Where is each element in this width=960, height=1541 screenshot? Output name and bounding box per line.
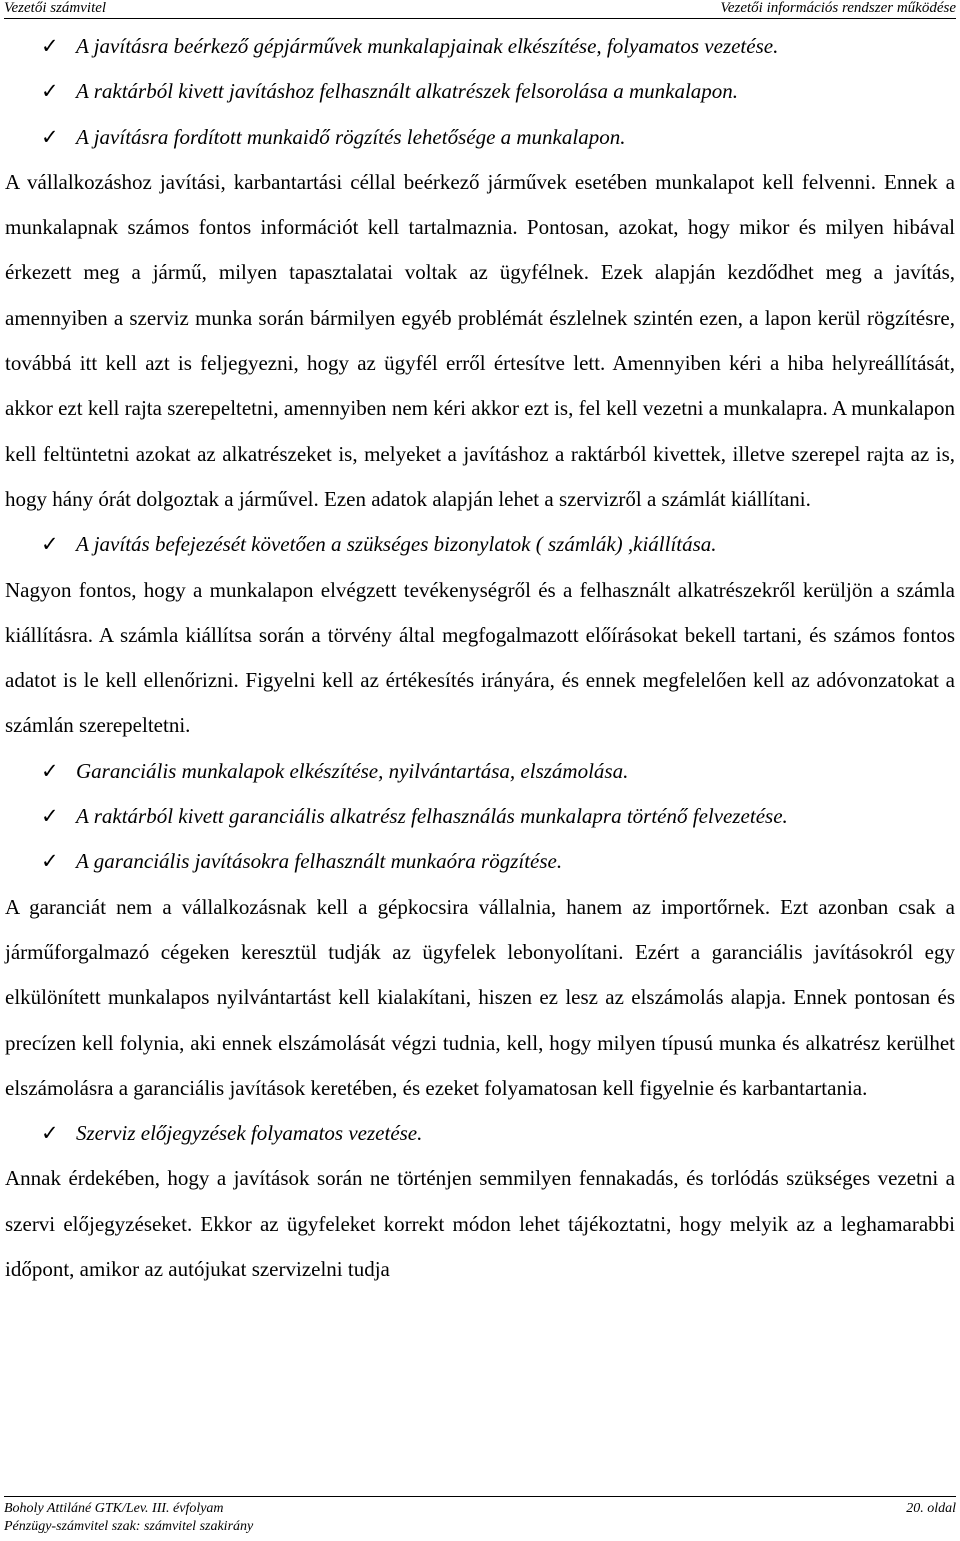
checklist-item-text: A raktárból kivett garanciális alkatrész felhasználás munkalapra történő felvezetése. xyxy=(76,804,788,829)
body-paragraph: A garanciát nem a vállalkozásnak kell a gépkocsira vállalnia, hanem az importőrnek. Ezt azonban csak a járműforgalmazó cégeken keresztül tudják az ügyfelek lebonyolítani. Ezért a garanciális javításokról egy elkülönített munkalapos nyilvántartást kell kialakítani, hiszen ez lesz az elszámolás alapja. Ennek pontosan és precízen kell folynia, aki ennek elszámolását végzi tudnia, kell, hogy milyen típusú munka és alkatrész kerülhet elszámolásra a garanciális javítások keretében, és ezeket folyamatosan kell figyelnie és karbantartania. xyxy=(5,894,955,1100)
checklist-item xyxy=(5,749,955,794)
checklist-item xyxy=(5,24,955,69)
checklist-item-text: A javítás befejezését követően a szükséges bizonylatok ( számlák) ,kiállítása. xyxy=(76,532,717,557)
footer-author: Boholy Attiláné GTK/Lev. III. évfolyam xyxy=(4,1501,224,1516)
checklist-item xyxy=(5,522,955,567)
checklist-item xyxy=(5,839,955,884)
checklist-item-text: A raktárból kivett javításhoz felhasznált alkatrészek felsorolása a munkalapon. xyxy=(76,79,739,104)
checkmark-icon: ✓ xyxy=(41,34,59,58)
body-paragraph: Nagyon fontos, hogy a munkalapon elvégzett tevékenységről és a felhasznált alkatrészekről kerüljön a számla kiállításra. A számla kiállítsa során a törvény által megfogalmazott előírásokat bekell tartani, és számos fontos adatot is le kell ellenőrizni. Figyelni kell az értékesítés irányára, és ennek megfelelően kell az adóvonzatokat a számlán szerepeltetni. xyxy=(5,577,955,738)
header-right-title: Vezetői információs rendszer működése xyxy=(720,0,956,16)
document-body xyxy=(5,24,955,1292)
checklist-item xyxy=(5,794,955,839)
body-paragraph: Annak érdekében, hogy a javítások során ne történjen semmilyen fennakadás, és torlódás szükséges vezetni a szervi előjegyzéseket. Ekkor az ügyfeleket korrekt módon lehet tájékoztatni, hogy melyik az a leghamarabbi időpont, amikor az autójukat szervizelni tudja xyxy=(5,1166,955,1282)
checklist-item-text: A javításra fordított munkaidő rögzítés lehetősége a munkalapon. xyxy=(76,124,626,149)
checkmark-icon: ✓ xyxy=(41,79,59,104)
checkmark-icon: ✓ xyxy=(41,804,59,829)
checkmark-icon: ✓ xyxy=(41,532,59,557)
header-left-title: Vezetői számvitel xyxy=(4,0,107,16)
checklist-item xyxy=(5,1111,955,1156)
checklist-item-text: A javításra beérkező gépjárművek munkalapjainak elkészítése, folyamatos vezetése. xyxy=(76,34,779,58)
checkmark-icon: ✓ xyxy=(41,758,59,783)
checklist-item-text: Szerviz előjegyzések folyamatos vezetése. xyxy=(76,1121,423,1146)
checklist-item-text: Garanciális munkalapok elkészítése, nyilvántartása, elszámolása. xyxy=(76,758,629,783)
checklist-item xyxy=(5,115,955,160)
page-footer xyxy=(4,1496,956,1541)
body-paragraph: A vállalkozáshoz javítási, karbantartási céllal beérkező járművek esetében munkalapot kell felvenni. Ennek a munkalapnak számos fontos információt kell tartalmaznia. Pontosan, azokat, hogy mikor és milyen hibával érkezett meg a jármű, milyen tapasztalatai voltak az ügyfélnek. Ezek alapján kezdődhet meg a javítás, amennyiben a szerviz munka során bármilyen egyéb problémát észlelnek szintén ezen, a lapon kerül rögzítésre, továbbá itt kell azt is feljegyezni, hogy az ügyfél erről értesítve lett. Amennyiben kéri a hiba helyreállítását, akkor ezt kell rajta szerepeltetni, amennyiben nem kéri akkor ezt is, fel kell vezetni a munkalapra. A munkalapon kell feltüntetni azokat az alkatrészeket is, melyeket a javításhoz a raktárból kivettek, illetve szerepel rajta az is, hogy hány órát dolgoztak a járművel. Ezen adatok alapján lehet a szervizről a számlát kiállítani. xyxy=(5,169,955,511)
checkmark-icon: ✓ xyxy=(41,849,59,874)
page-number: 20. oldal xyxy=(906,1501,956,1516)
checkmark-icon: ✓ xyxy=(41,124,59,149)
checklist-item xyxy=(5,69,955,114)
checklist-item-text: A garanciális javításokra felhasznált munkaóra rögzítése. xyxy=(76,849,563,874)
page-header xyxy=(4,0,956,19)
footer-program: Pénzügy-számvitel szak: számvitel szakirány xyxy=(4,1519,254,1534)
checkmark-icon: ✓ xyxy=(41,1121,59,1146)
